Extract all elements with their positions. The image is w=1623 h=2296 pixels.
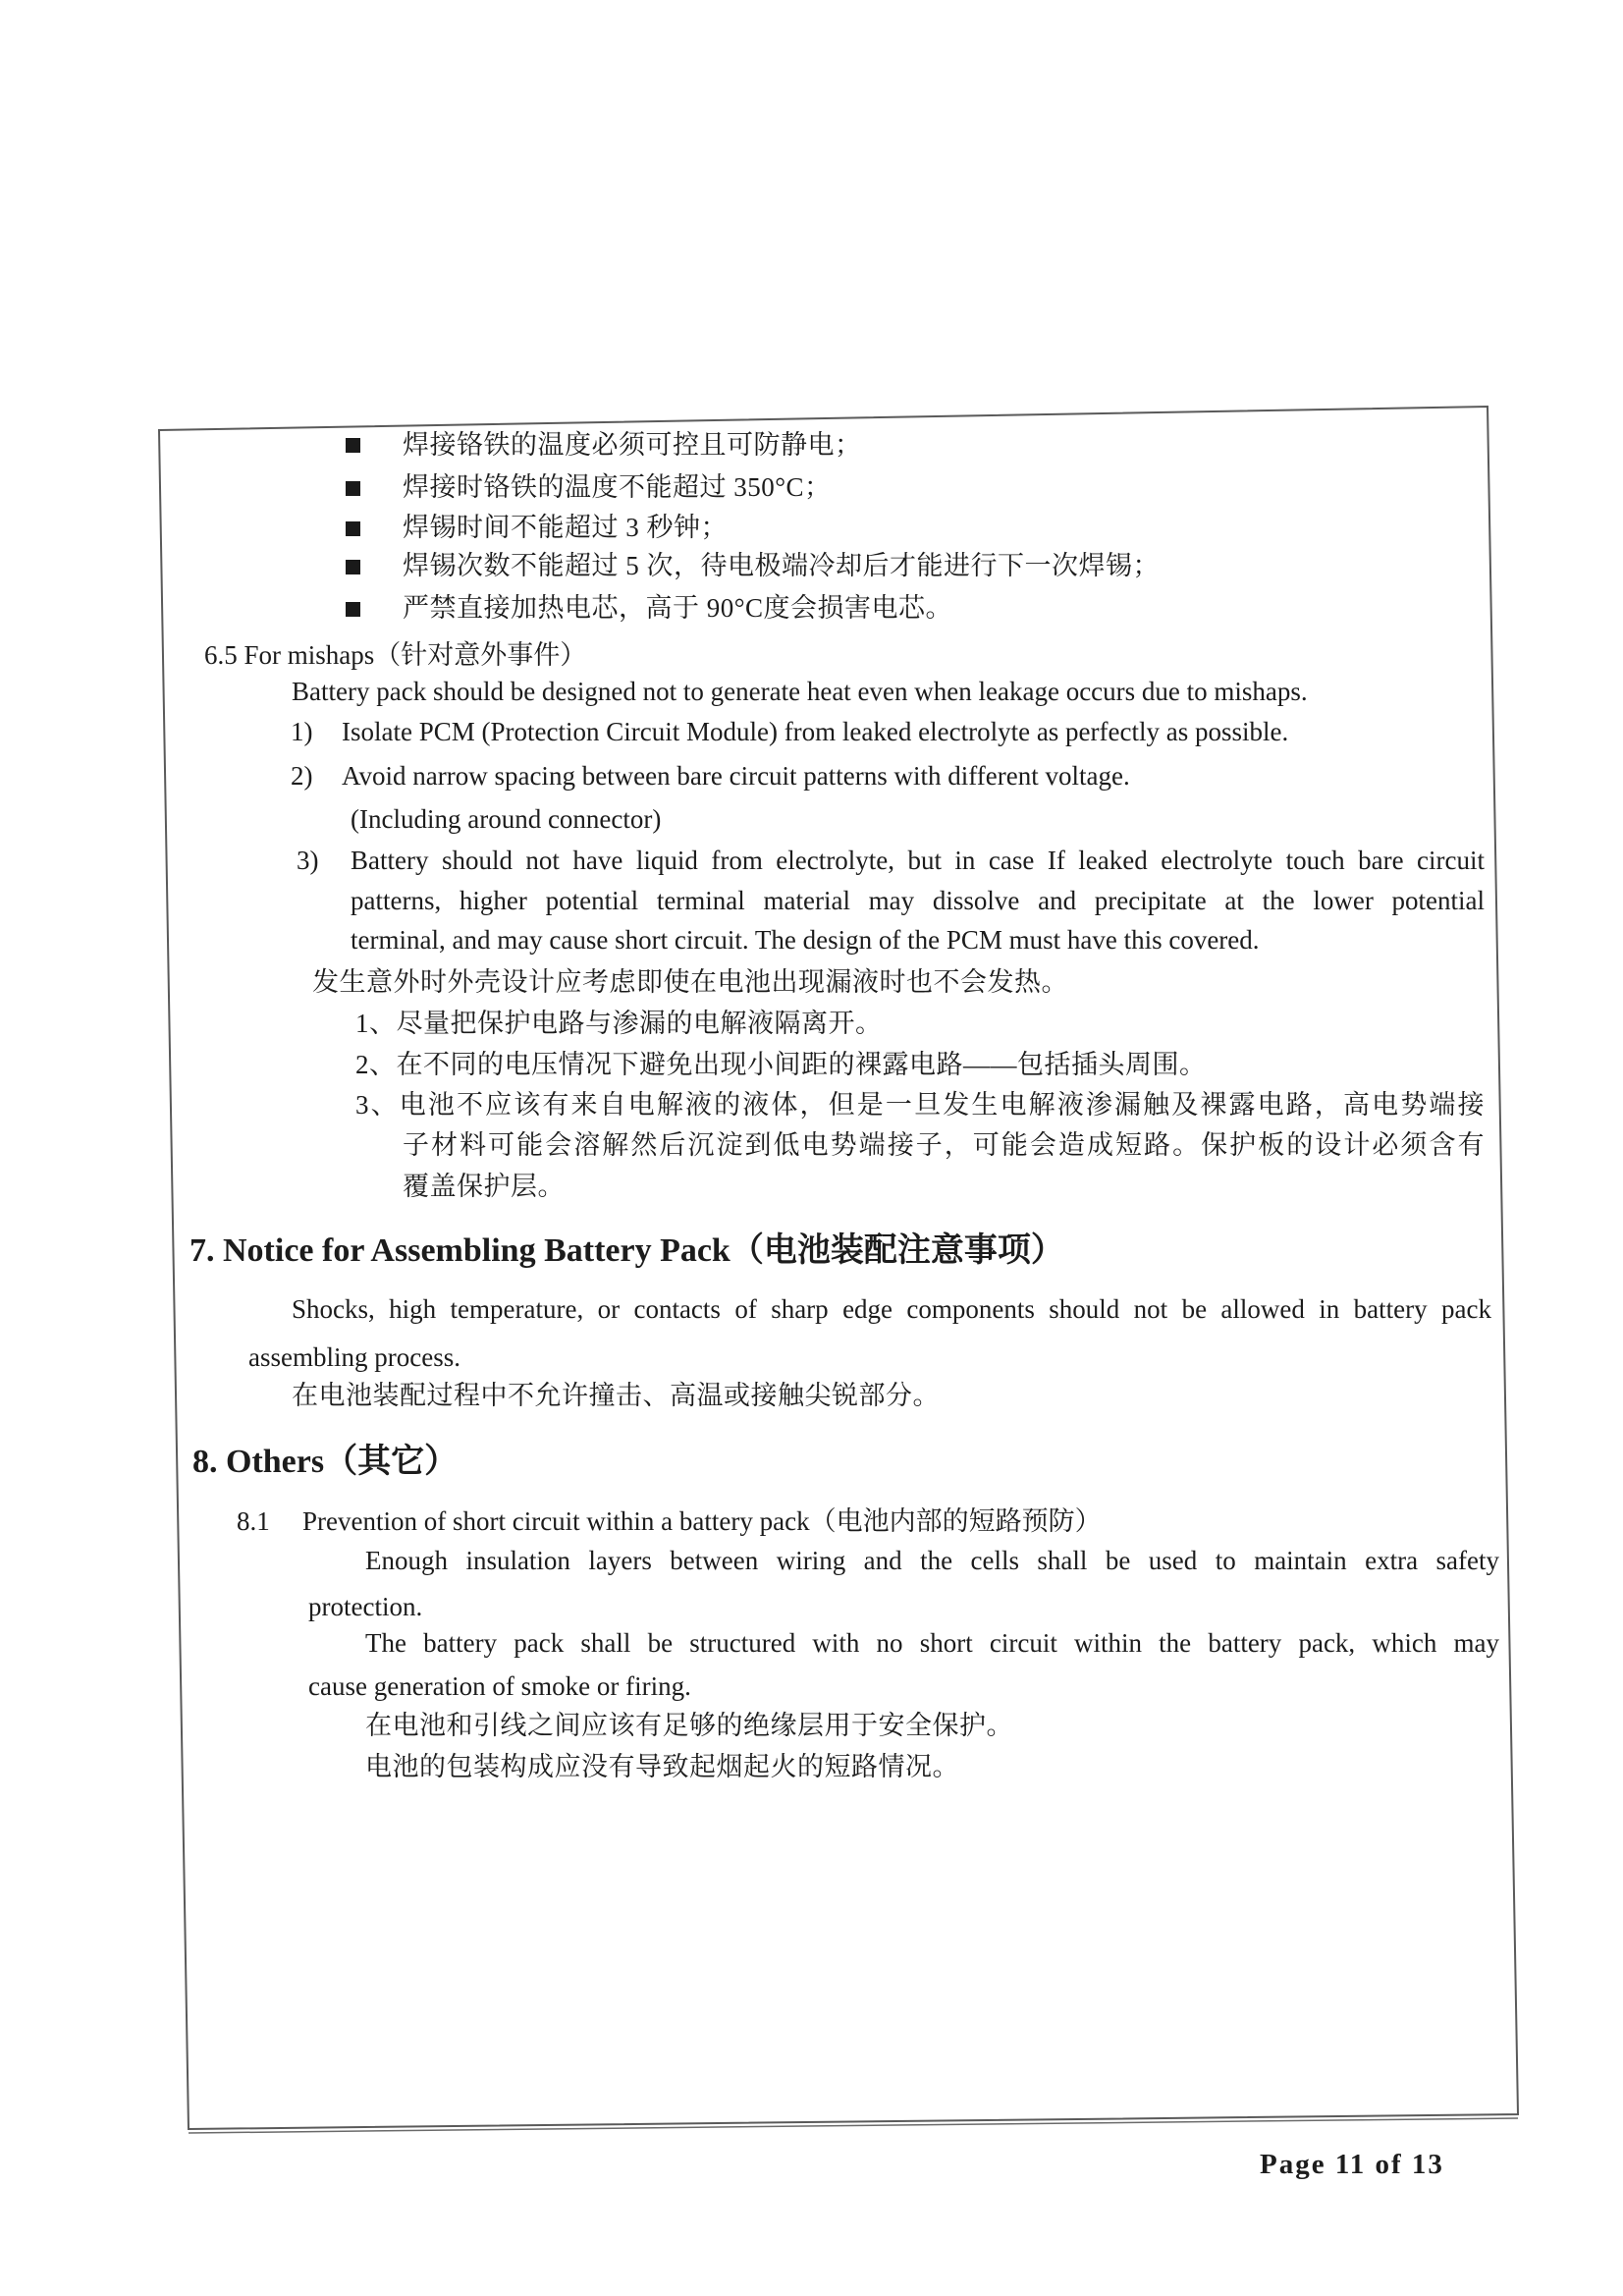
- subsection-text: protection.: [308, 1592, 423, 1621]
- list-item-text: (Including around connector): [351, 804, 662, 834]
- bullet-square-icon: [346, 560, 360, 574]
- soldering-note: 焊锡时间不能超过 3 秒钟；: [403, 513, 728, 542]
- cn-list-item: 覆盖保护层。: [403, 1172, 565, 1201]
- list-item-text: Isolate PCM (Protection Circuit Module) from leaked electrolyte as perfectly as possible.: [342, 717, 1289, 746]
- section-6-5-cn-intro: 发生意外时外壳设计应考虑即使在电池出现漏液时也不会发热。: [312, 967, 1068, 997]
- soldering-note: 焊接时铬铁的温度不能超过 350°C；: [403, 472, 832, 502]
- cn-list-item: 1、尽量把保护电路与渗漏的电解液隔离开。: [355, 1009, 883, 1038]
- page-number: Page 11 of 13: [1260, 2149, 1444, 2180]
- section-6-5-intro: Battery pack should be designed not to generate heat even when leakage occurs due to mishaps.: [292, 677, 1308, 706]
- subsection-text: Enough insulation layers between wiring and the cells shall be used to maintain extra safety: [365, 1546, 1499, 1575]
- list-item-text: patterns, higher potential terminal material may dissolve and precipitate at the lower potential: [351, 886, 1485, 915]
- bullet-square-icon: [346, 521, 360, 536]
- list-item-text: Avoid narrow spacing between bare circuit patterns with different voltage.: [342, 761, 1130, 791]
- section-7-text: Shocks, high temperature, or contacts of sharp edge components should not be allowed in battery pack: [292, 1294, 1491, 1324]
- list-item-number: 3): [297, 846, 319, 875]
- section-6-5-heading: 6.5 For mishaps（针对意外事件）: [204, 640, 587, 670]
- soldering-note: 焊接铬铁的温度必须可控且可防静电；: [403, 430, 862, 460]
- subsection-text: cause generation of smoke or firing.: [308, 1671, 691, 1701]
- subsection-title: Prevention of short circuit within a battery pack（电池内部的短路预防）: [302, 1506, 1102, 1536]
- section-7-cn-text: 在电池装配过程中不允许撞击、高温或接触尖锐部分。: [292, 1381, 940, 1410]
- bullet-square-icon: [346, 481, 360, 496]
- section-7-heading: 7. Notice for Assembling Battery Pack（电池装配注意事项）: [189, 1232, 1064, 1269]
- subsection-cn-text: 在电池和引线之间应该有足够的绝缘层用于安全保护。: [365, 1711, 1013, 1740]
- section-8-heading: 8. Others（其它）: [192, 1444, 459, 1480]
- cn-list-item: 3、电池不应该有来自电解液的液体，但是一旦发生电解液渗漏触及裸露电路，高电势端接: [355, 1090, 1485, 1120]
- soldering-note: 严禁直接加热电芯，高于 90°C度会损害电芯。: [403, 593, 953, 623]
- subsection-text: The battery pack shall be structured with no short circuit within the battery pack, which may: [365, 1628, 1499, 1658]
- bullet-square-icon: [346, 602, 360, 617]
- subsection-number: 8.1: [237, 1506, 270, 1536]
- list-item-text: Battery should not have liquid from electrolyte, but in case If leaked electrolyte touch bare circuit: [351, 846, 1485, 875]
- bullet-square-icon: [346, 438, 360, 453]
- soldering-note: 焊锡次数不能超过 5 次，待电极端冷却后才能进行下一次焊锡；: [403, 551, 1160, 580]
- list-item-text: terminal, and may cause short circuit. The design of the PCM must have this covered.: [351, 925, 1260, 955]
- cn-list-item: 子材料可能会溶解然后沉淀到低电势端接子，可能会造成短路。保护板的设计必须含有: [403, 1130, 1485, 1160]
- list-item-number: 1): [291, 717, 313, 746]
- section-7-text: assembling process.: [248, 1342, 460, 1372]
- list-item-number: 2): [291, 761, 313, 791]
- cn-list-item: 2、在不同的电压情况下避免出现小间距的裸露电路——包括插头周围。: [355, 1050, 1207, 1079]
- subsection-cn-text: 电池的包装构成应没有导致起烟起火的短路情况。: [365, 1752, 959, 1781]
